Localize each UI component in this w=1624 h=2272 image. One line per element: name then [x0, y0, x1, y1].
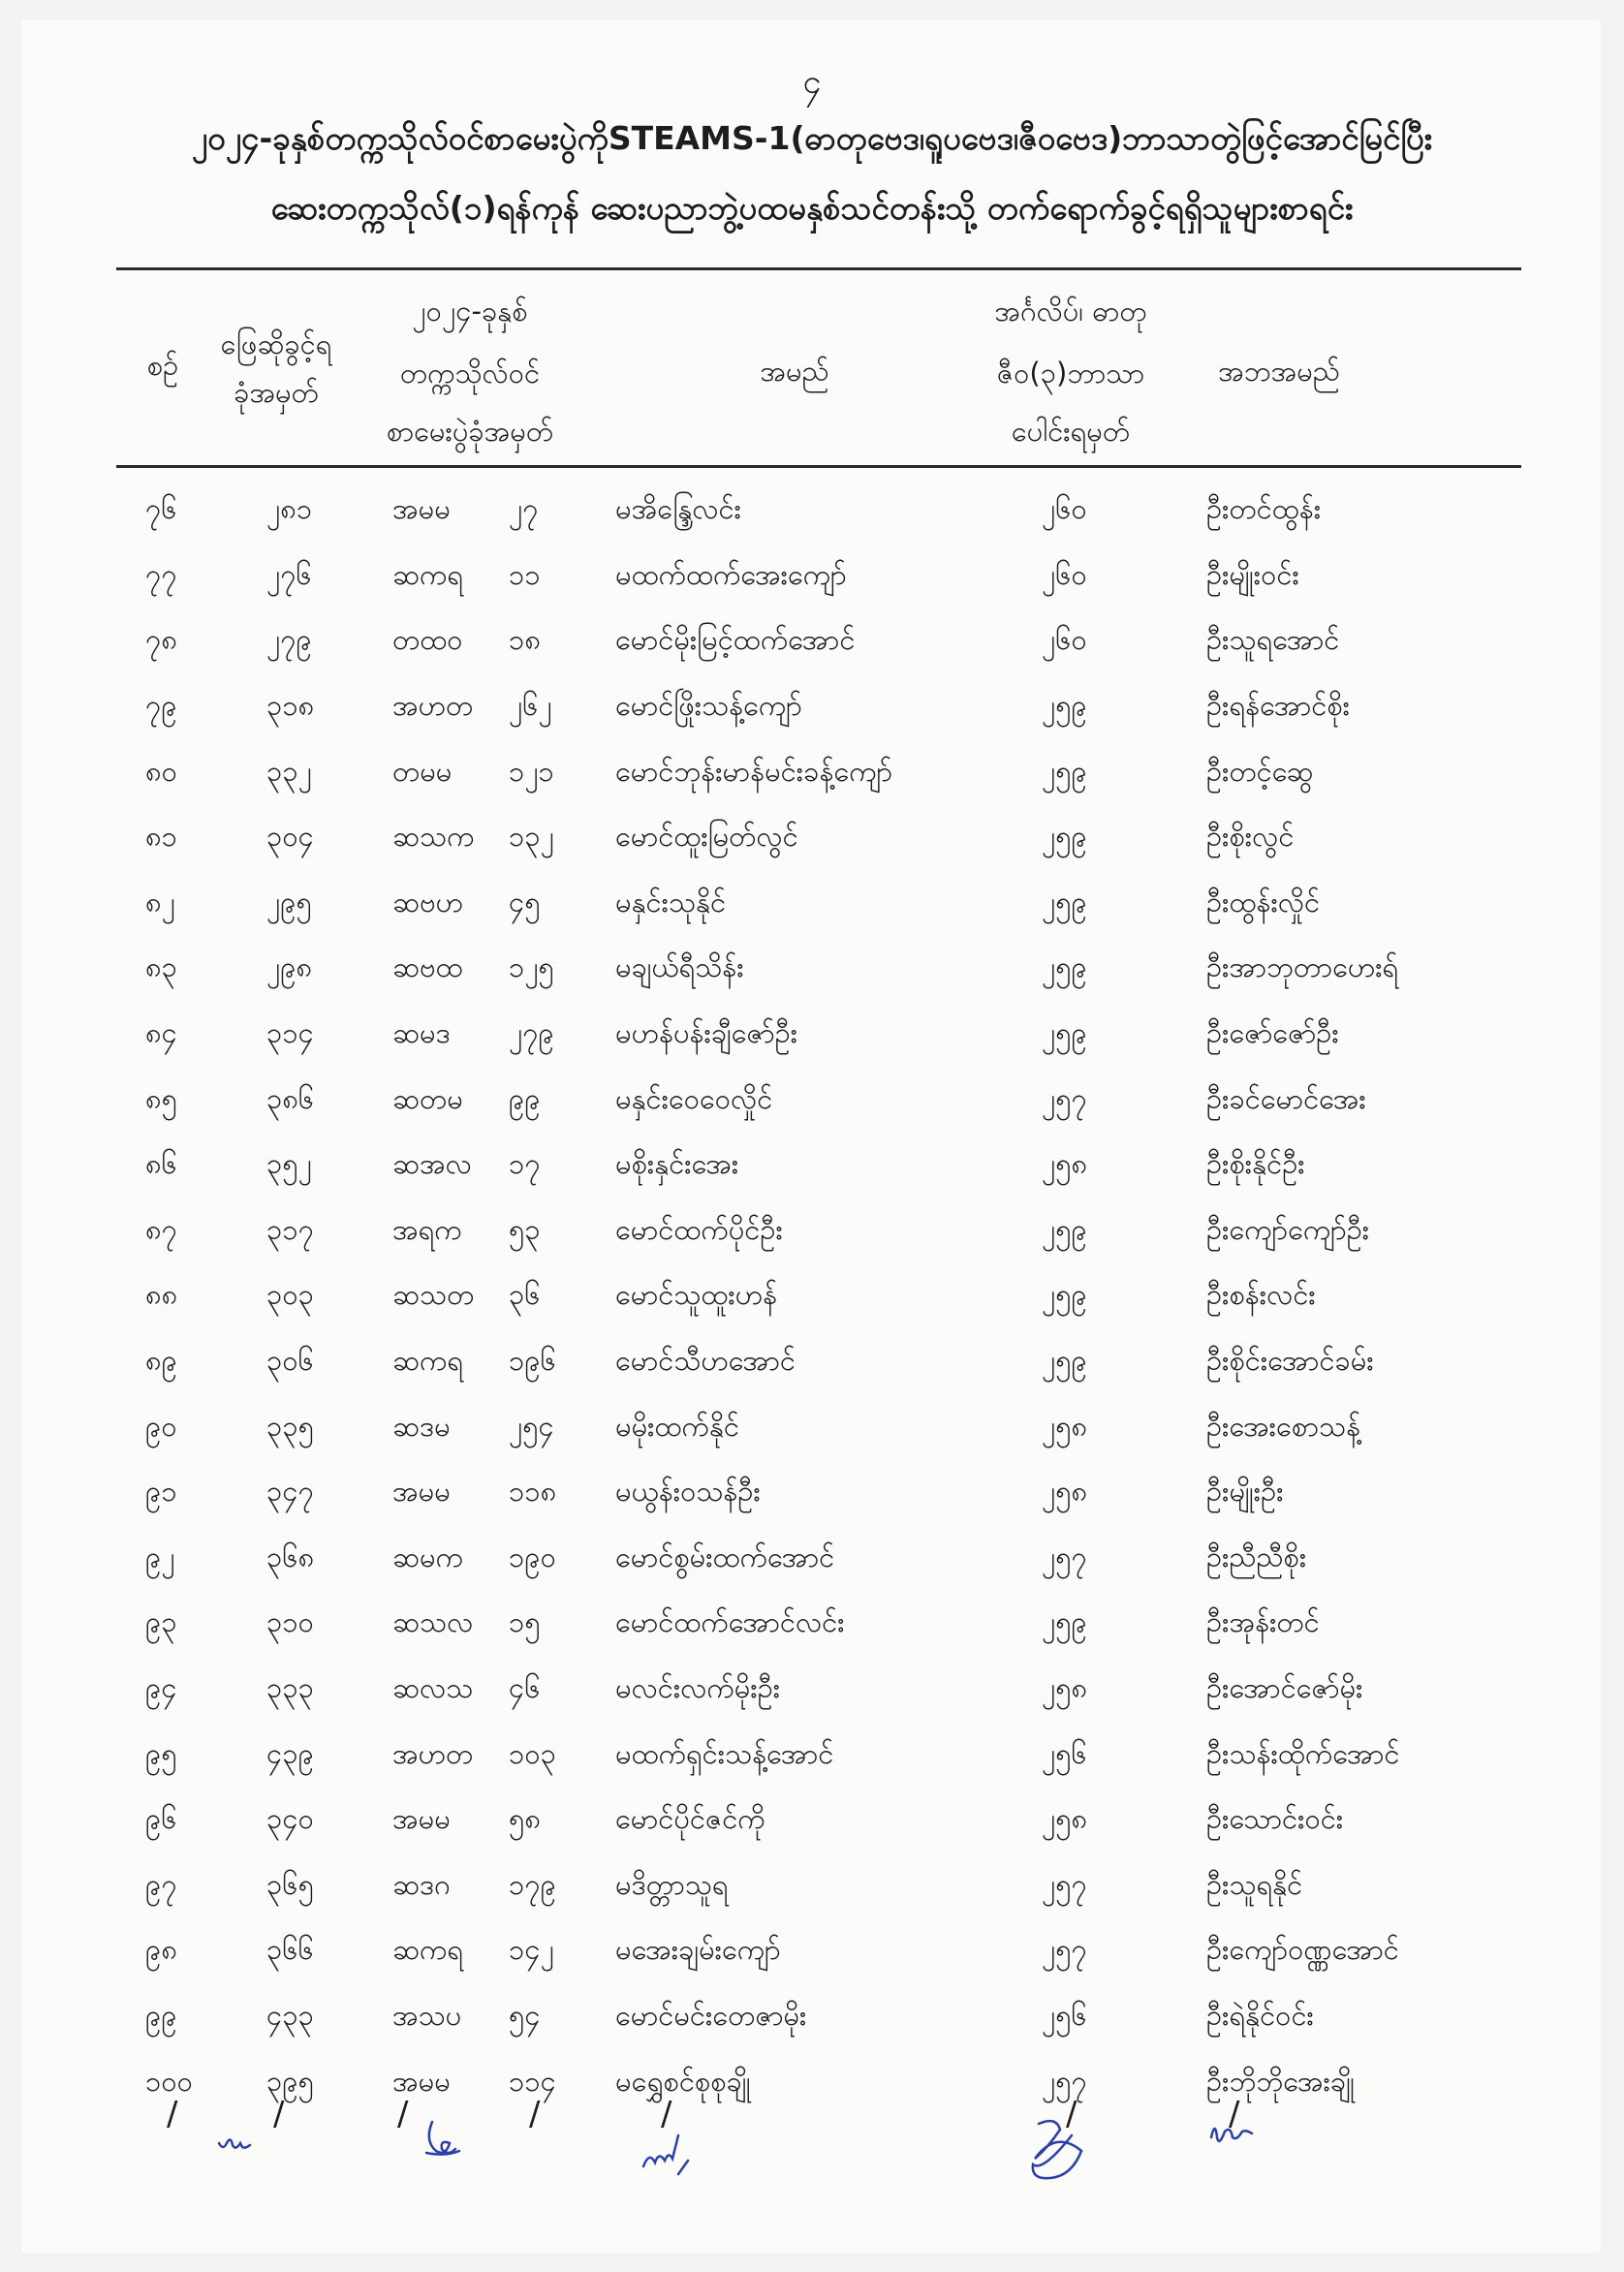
- admission-seat-number: ၂၉၈: [266, 950, 313, 984]
- row-number: ၉၈: [145, 1933, 177, 1967]
- row-number: ၈၇: [145, 1212, 177, 1246]
- exam-seat-number: ၁၈: [509, 623, 541, 657]
- row-number: ၉၅: [145, 1736, 177, 1770]
- exam-seat-number: ၁၂၅: [509, 950, 554, 984]
- row-number: ၇၆: [145, 492, 177, 526]
- father-name: ဦးရန်အောင်စိုး: [1206, 689, 1351, 723]
- admission-seat-number: ၃၁၇: [266, 1212, 314, 1246]
- table-row: [116, 480, 1521, 545]
- row-number: ၈၃: [145, 950, 177, 984]
- row-number: ၈၆: [145, 1147, 177, 1181]
- student-name: မောင်မိုးမြင့်ထက်အောင်: [615, 623, 856, 657]
- father-name: ဦးတင်ထွန်း: [1206, 492, 1322, 526]
- table-row: [116, 1986, 1521, 2052]
- exam-seat-code: ဆဒမ: [392, 1409, 451, 1443]
- exam-seat-code: အဟတ: [392, 1736, 474, 1770]
- student-name: မောင်ပိုင်ဇင်ကို: [615, 1802, 765, 1836]
- father-name: ဦးထွန်းလှိုင်: [1206, 885, 1321, 918]
- row-number: ၉၆: [145, 1802, 177, 1836]
- exam-seat-code: ဆမဒ: [392, 1016, 451, 1050]
- signature-1: [219, 2139, 250, 2147]
- exam-seat-number: ၂၇၉: [509, 1016, 554, 1050]
- exam-seat-code: အမမ: [392, 2064, 451, 2098]
- row-number: ၉၃: [145, 1605, 177, 1639]
- row-number: ၉၂: [145, 1540, 175, 1573]
- exam-seat-number: ၅၄: [509, 1998, 541, 2032]
- table-row: [116, 1854, 1521, 1920]
- total-marks: ၂၆၀: [1042, 492, 1087, 526]
- admission-seat-number: ၃၆၆: [266, 1933, 314, 1967]
- student-name: မောင်ဖြိုးသန့်ကျော်: [615, 689, 802, 723]
- exam-seat-code: ဆမက: [392, 1540, 463, 1573]
- exam-seat-number: ၁၉၆: [509, 1344, 556, 1378]
- row-number: ၈၁: [145, 820, 177, 854]
- student-name: မမိုးထက်နိုင်: [615, 1409, 739, 1443]
- table-row: [116, 1724, 1521, 1790]
- student-name: မောင်ထက်အောင်လင်း: [615, 1605, 845, 1639]
- student-name: မနှင်းဝေဝေလှိုင်: [615, 1081, 773, 1115]
- exam-seat-number: ၁၁: [509, 557, 541, 591]
- table-row: [116, 545, 1521, 611]
- page-number: ၄: [802, 63, 822, 102]
- exam-seat-number: ၁၀၃: [509, 1736, 556, 1770]
- signature-5: [1211, 2129, 1252, 2141]
- total-marks: ၂၅၉: [1042, 1016, 1087, 1050]
- total-marks: ၂၅၉: [1042, 1344, 1087, 1378]
- exam-seat-number: ၁၃၂: [509, 820, 554, 854]
- table-row: [116, 1265, 1521, 1331]
- total-marks: ၂၅၉: [1042, 950, 1087, 984]
- table-row: [116, 807, 1521, 873]
- table-row: [116, 1528, 1521, 1594]
- exam-seat-code: အသပ: [392, 1998, 462, 2032]
- table-row: [116, 1004, 1521, 1070]
- exam-seat-code: ဆဒဂ: [392, 1867, 451, 1901]
- table-row: [116, 1659, 1521, 1725]
- exam-seat-number: ၂၇: [509, 492, 539, 526]
- father-name: ဦးသူရအောင်: [1206, 623, 1340, 657]
- exam-seat-number: ၁၁၈: [509, 1475, 557, 1509]
- student-name: မောင်မင်းတေဇာမိုး: [615, 1998, 807, 2032]
- total-marks: ၂၅၇: [1042, 2064, 1087, 2098]
- admission-seat-number: ၂၇၆: [266, 557, 312, 591]
- row-number: ၈၀: [145, 754, 177, 788]
- total-marks: ၂၅၇: [1042, 1867, 1087, 1901]
- exam-seat-number: ၁၉၀: [509, 1540, 556, 1573]
- admission-seat-number: ၃၃၅: [266, 1409, 314, 1443]
- exam-seat-number: ၁၁၄: [509, 2064, 556, 2098]
- total-marks: ၂၅၉: [1042, 820, 1087, 854]
- total-marks: ၂၆၀: [1042, 557, 1087, 591]
- admission-seat-number: ၃၆၈: [266, 1540, 315, 1573]
- total-marks: ၂၅၇: [1042, 1081, 1087, 1115]
- student-name: မောင်ထက်ပိုင်ဦး: [615, 1212, 783, 1246]
- table-top-rule: [116, 267, 1521, 270]
- student-name: မလင်းလက်မိုးဦး: [615, 1670, 781, 1704]
- row-number: ၁၀၀: [145, 2064, 193, 2098]
- header-marks-line-2: ဇီဝ(၃)ဘာသာ: [996, 357, 1145, 389]
- total-marks: ၂၅၈: [1042, 1670, 1088, 1704]
- footer-slash: /: [273, 2095, 285, 2133]
- exam-seat-number: ၃၆: [509, 1278, 541, 1312]
- student-name: မထက်ရှင်းသန့်အောင်: [615, 1736, 834, 1770]
- admission-seat-number: ၃၃၂: [266, 754, 312, 788]
- exam-seat-code: အရက: [392, 1212, 462, 1246]
- exam-seat-code: အမမ: [392, 492, 451, 526]
- document-title-line-1: ၂၀၂၄-ခုနှစ်တက္ကသိုလ်ဝင်စာမေးပွဲကိုSTEAMS-1(ဓာတုဗေဒ၊ရူပဗေဒ၊ဇီဝဗေဒ)ဘာသာတွဲဖြင့်အောင်မြင်ပြီး: [191, 119, 1433, 157]
- exam-seat-code: ဆဗဟ: [392, 885, 463, 918]
- row-number: ၇၉: [145, 689, 177, 723]
- exam-seat-number: ၂၆၂: [509, 689, 552, 723]
- table-row: [116, 1396, 1521, 1462]
- student-name: မနှင်းသုနိုင်: [615, 885, 727, 918]
- table-row: [116, 676, 1521, 742]
- table-row: [116, 610, 1521, 676]
- table-row: [116, 1462, 1521, 1528]
- father-name: ဦးကျော်ကျော်ဦး: [1206, 1212, 1370, 1246]
- row-number: ၉၇: [145, 1867, 177, 1901]
- admission-seat-number: ၃၄၇: [266, 1475, 314, 1509]
- total-marks: ၂၅၉: [1042, 754, 1087, 788]
- student-name: မောင်ထူးမြတ်လွင်: [615, 820, 798, 854]
- total-marks: ၂၅၈: [1042, 1409, 1088, 1443]
- table-row: [116, 1069, 1521, 1135]
- footer-slash: /: [1229, 2095, 1240, 2133]
- admission-seat-number: ၄၃၃: [266, 1998, 314, 2032]
- row-number: ၈၄: [145, 1016, 177, 1050]
- exam-seat-number: ၄၅: [509, 885, 541, 918]
- admission-seat-number: ၃၃၃: [266, 1670, 314, 1704]
- exam-seat-code: တထဝ: [392, 623, 463, 657]
- exam-seat-number: ၂၅၄: [509, 1409, 554, 1443]
- father-name: ဦးစိုးလွင်: [1206, 820, 1295, 854]
- admission-seat-number: ၃၀၄: [266, 820, 314, 854]
- total-marks: ၂၅၈: [1042, 1802, 1088, 1836]
- header-marks-line-1: အင်္ဂလိပ်၊ ဓာတု: [994, 295, 1147, 327]
- total-marks: ၂၅၇: [1042, 1933, 1087, 1967]
- admission-seat-number: ၃၆၅: [266, 1867, 314, 1901]
- student-name: မဟန်ပန်းချီဇော်ဦး: [615, 1016, 798, 1050]
- total-marks: ၂၅၉: [1042, 1605, 1087, 1639]
- table-row: [116, 1790, 1521, 1855]
- total-marks: ၂၅၆: [1042, 1736, 1087, 1770]
- father-name: ဦးသူရနိုင်: [1206, 1867, 1303, 1901]
- student-name: မောင်စွမ်းထက်အောင်: [615, 1540, 835, 1573]
- students-table: [116, 480, 1521, 2117]
- header-exam-line-3: စာမေးပွဲခုံအမှတ်: [386, 415, 554, 448]
- student-name: မချယ်ရီသိန်း: [615, 950, 744, 984]
- student-name: မယွန်းဝသန်ဦး: [615, 1475, 761, 1509]
- exam-seat-code: အမမ: [392, 1475, 451, 1509]
- exam-seat-code: ဆဗထ: [392, 950, 463, 984]
- father-name: ဦးမျိုးဝင်း: [1206, 557, 1299, 591]
- row-number: ၉၄: [145, 1670, 177, 1704]
- student-name: မစိုးနှင်းအေး: [615, 1147, 739, 1181]
- father-name: ဦးမျိုးဦး: [1206, 1475, 1284, 1509]
- footer-slash: /: [529, 2095, 541, 2133]
- table-row: [116, 1920, 1521, 1986]
- total-marks: ၂၅၆: [1042, 1998, 1087, 2032]
- father-name: ဦးစန်းလင်း: [1206, 1278, 1316, 1312]
- father-name: ဦးအာဘုတာဟေးရ်: [1206, 950, 1399, 984]
- header-exam-line-2: တက္ကသိုလ်ဝင်: [399, 357, 541, 389]
- row-number: ၉၉: [145, 1998, 177, 2032]
- total-marks: ၂၅၉: [1042, 1278, 1087, 1312]
- exam-seat-number: ၁၇: [509, 1147, 541, 1181]
- admission-seat-number: ၃၁၈: [266, 689, 315, 723]
- exam-seat-number: ၅၃: [509, 1212, 541, 1246]
- exam-seat-code: အမမ: [392, 1802, 451, 1836]
- exam-seat-number: ၉၉: [509, 1081, 541, 1115]
- exam-seat-code: ဆအလ: [392, 1147, 472, 1181]
- student-name: မထက်ထက်အေးကျော်: [615, 557, 847, 591]
- exam-seat-code: ဆသလ: [392, 1605, 474, 1639]
- table-row: [116, 938, 1521, 1004]
- student-name: မဒိတ္တာသူရ: [615, 1867, 729, 1901]
- exam-seat-number: ၁၇၉: [509, 1867, 556, 1901]
- row-number: ၉၁: [145, 1475, 177, 1509]
- header-name: အမည်: [760, 355, 829, 388]
- student-name: မောင်သီဟအောင်: [615, 1344, 796, 1378]
- admission-seat-number: ၃၁၄: [266, 1016, 314, 1050]
- signatures: [0, 2083, 1624, 2199]
- father-name: ဦးကျော်ဝဏ္ဏအောင်: [1206, 1933, 1399, 1967]
- father-name: ဦးညီညီစိုး: [1206, 1540, 1307, 1573]
- father-name: ဦးခင်မောင်အေး: [1206, 1081, 1366, 1115]
- admission-seat-number: ၃၈၆: [266, 1081, 315, 1115]
- footer-slash: /: [661, 2095, 672, 2133]
- student-name: မောင်သူထူးဟန်: [615, 1278, 778, 1312]
- father-name: ဦးသောင်းဝင်း: [1206, 1802, 1344, 1836]
- header-no: စဉ်: [146, 349, 179, 382]
- admission-seat-number: ၃၉၅: [266, 2064, 314, 2098]
- admission-seat-number: ၃၀၆: [266, 1344, 314, 1378]
- total-marks: ၂၅၉: [1042, 689, 1087, 723]
- student-name: မောင်ဘုန်းမာန်မင်းခန့်ကျော်: [615, 754, 893, 788]
- student-name: မအေးချမ်းကျော်: [615, 1933, 781, 1967]
- total-marks: ၂၆၀: [1042, 623, 1087, 657]
- total-marks: ၂၅၇: [1042, 1540, 1087, 1573]
- admission-seat-number: ၂၉၅: [266, 885, 312, 918]
- header-marks-line-3: ပေါင်းရမှတ်: [1011, 415, 1131, 448]
- father-name: ဦးသန်းထိုက်အောင်: [1206, 1736, 1400, 1770]
- exam-seat-code: ဆသက: [392, 820, 475, 854]
- father-name: ဦးဘိုဘိုအေးချို: [1206, 2064, 1355, 2098]
- exam-seat-number: ၄၆: [509, 1670, 541, 1704]
- total-marks: ၂၅၈: [1042, 1147, 1088, 1181]
- exam-seat-code: ဆကရ: [392, 557, 464, 591]
- father-name: ဦးဇော်ဇော်ဦး: [1206, 1016, 1339, 1050]
- admission-seat-number: ၃၁၀: [266, 1605, 314, 1639]
- document-title-line-2: ဆေးတက္ကသိုလ်(၁)ရန်ကုန် ဆေးပညာဘွဲ့ပထမနှစ်သင်တန်းသို့ တက်ရောက်ခွင့်ရရှိသူများစာရင်း: [270, 189, 1354, 227]
- exam-seat-code: ဆတမ: [392, 1081, 463, 1115]
- row-number: ၈၅: [145, 1081, 177, 1115]
- exam-seat-number: ၅၈: [509, 1802, 541, 1836]
- table-row: [116, 1331, 1521, 1397]
- father-name: ဦးရဲနိုင်ဝင်း: [1206, 1998, 1314, 2032]
- exam-seat-code: ဆလသ: [392, 1670, 474, 1704]
- header-exam-line-1: ၂၀၂၄-ခုနှစ်: [412, 295, 528, 327]
- table-row: [116, 1135, 1521, 1200]
- signature-3: [643, 2135, 688, 2174]
- row-number: ၉၀: [145, 1409, 177, 1443]
- father-name: ဦးတင့်ဆွေ: [1206, 754, 1314, 788]
- admission-seat-number: ၃၀၃: [266, 1278, 314, 1312]
- student-name: မရွှေစင်စုစုချို: [615, 2064, 751, 2098]
- father-name: ဦးအေးစောသန့်: [1206, 1409, 1361, 1443]
- student-name: မအိန္ဒြေလင်း: [615, 492, 741, 526]
- admission-seat-number: ၄၃၉: [266, 1736, 314, 1770]
- row-number: ၇၈: [145, 623, 177, 657]
- row-number: ၈၉: [145, 1344, 177, 1378]
- header-rank-line-1: ဖြေဆိုခွင့်ရ: [220, 327, 332, 360]
- admission-seat-number: ၂၈၁: [266, 492, 313, 526]
- signature-2: [426, 2122, 459, 2155]
- signature-4: [1033, 2121, 1081, 2178]
- father-name: ဦးအုန်းတင်: [1206, 1605, 1320, 1639]
- father-name: ဦးအောင်ဇော်မိုး: [1206, 1670, 1363, 1704]
- table-row: [116, 741, 1521, 807]
- father-name: ဦးစိုင်းအောင်ခမ်း: [1206, 1344, 1374, 1378]
- footer-slash: /: [1066, 2095, 1077, 2133]
- table-row: [116, 1200, 1521, 1266]
- row-number: ၈၈: [145, 1278, 178, 1312]
- total-marks: ၂၅၉: [1042, 885, 1087, 918]
- table-header-rule: [116, 465, 1521, 468]
- exam-seat-code: တမမ: [392, 754, 453, 788]
- footer-slash: /: [397, 2095, 409, 2133]
- admission-seat-number: ၃၄၀: [266, 1802, 314, 1836]
- admission-seat-number: ၂၇၉: [266, 623, 312, 657]
- header-rank-line-2: ခုံအမှတ်: [234, 376, 319, 409]
- exam-seat-number: ၁၅: [509, 1605, 541, 1639]
- exam-seat-number: ၁၂၁: [509, 754, 554, 788]
- table-row: [116, 873, 1521, 939]
- table-row: [116, 1593, 1521, 1659]
- header-father: အဘအမည်: [1218, 355, 1340, 388]
- exam-seat-code: ဆကရ: [392, 1933, 464, 1967]
- row-number: ၇၇: [145, 557, 177, 591]
- row-number: ၈၂: [145, 885, 175, 918]
- exam-seat-code: ဆကရ: [392, 1344, 464, 1378]
- exam-seat-code: ဆသတ: [392, 1278, 475, 1312]
- admission-seat-number: ၃၅၂: [266, 1147, 312, 1181]
- total-marks: ၂၅၉: [1042, 1212, 1087, 1246]
- footer-slash: /: [167, 2095, 178, 2133]
- exam-seat-code: အဟတ: [392, 689, 474, 723]
- father-name: ဦးစိုးနိုင်ဦး: [1206, 1147, 1305, 1181]
- exam-seat-number: ၁၄၂: [509, 1933, 554, 1967]
- total-marks: ၂၅၈: [1042, 1475, 1088, 1509]
